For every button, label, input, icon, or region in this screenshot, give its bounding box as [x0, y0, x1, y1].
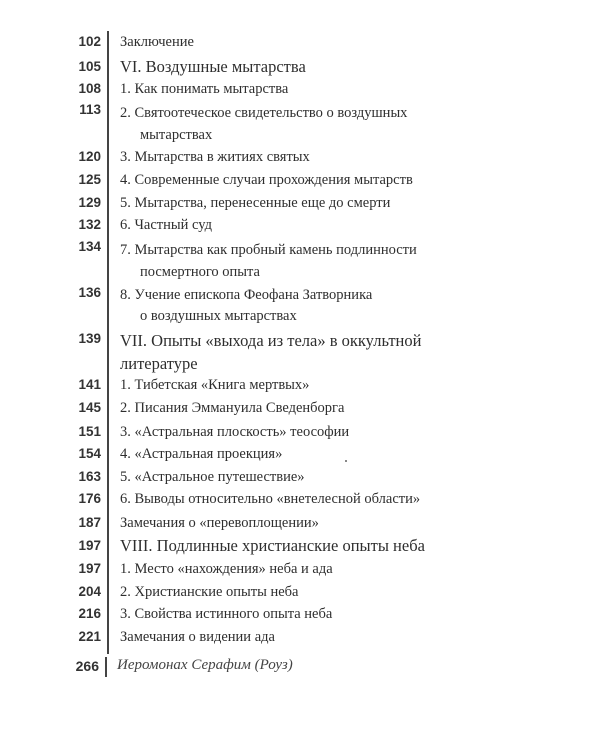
toc-title: 1. Как понимать мытарства	[120, 81, 289, 97]
toc-title: Заключение	[120, 34, 194, 50]
toc-title: 1. Место «нахождения» неба и ада	[120, 561, 333, 577]
toc-page-number: 145	[78, 400, 101, 415]
toc-title: VII. Опыты «выхода из тела» в оккультной литературе	[120, 331, 422, 373]
toc-title: 4. Современные случаи прохождения мытарств	[120, 172, 413, 188]
toc-title: 6. Частный суд	[120, 217, 212, 233]
toc-page-number: 151	[78, 424, 101, 439]
toc-page-number: 154	[78, 446, 101, 461]
toc-page-number: 187	[78, 515, 101, 530]
toc-page-number: 197	[78, 561, 101, 576]
footer-author: Иеромонах Серафим (Роуз)	[117, 657, 293, 673]
toc-page-number: 125	[78, 172, 101, 187]
toc-page-number: 216	[78, 606, 101, 621]
toc-page-number: 108	[78, 81, 101, 96]
toc-title: Замечания о видении ада	[120, 629, 275, 645]
footer-divider	[105, 657, 107, 677]
toc-page-number: 102	[78, 34, 101, 49]
toc-title: VIII. Подлинные христианские опыты неба	[120, 536, 425, 555]
toc-title: Замечания о «перевоплощении»	[120, 515, 319, 531]
toc-title: 8. Учение епископа Феофана Затворника о воздушных мытарствах	[120, 287, 373, 324]
toc-page-number: 129	[78, 195, 101, 210]
toc-title: 4. «Астральная проекция»	[120, 446, 283, 462]
toc-page-number: 136	[78, 285, 101, 300]
print-speck	[345, 460, 347, 462]
toc-page-number: 113	[79, 102, 101, 117]
toc-title: 2. Христианские опыты неба	[120, 584, 299, 600]
toc-page-number: 132	[78, 217, 101, 232]
toc-page-number: 197	[78, 538, 101, 553]
toc-page-number: 204	[78, 584, 101, 599]
toc-title: 5. Мытарства, перенесенные еще до смерти	[120, 195, 391, 211]
toc-page-number: 120	[78, 149, 101, 164]
toc-title: 1. Тибетская «Книга мертвых»	[120, 377, 310, 393]
toc-title: 2. Святоотеческое свидетельство о воздушных мытарствах	[120, 105, 408, 143]
vertical-rule	[107, 31, 109, 654]
toc-page-number: 176	[78, 491, 101, 506]
toc-title: 5. «Астральное путешествие»	[120, 469, 305, 485]
toc-title: 6. Выводы относительно «внетелесной области»	[120, 491, 421, 507]
toc-title: 7. Мытарства как пробный камень подлинности посмертного опыта	[120, 242, 417, 280]
toc-page-number: 221	[78, 629, 101, 644]
toc-page-number: 141	[78, 377, 101, 392]
toc-page-number: 105	[78, 59, 101, 74]
toc-title: 3. Мытарства в житиях святых	[120, 149, 310, 165]
page-footer	[0, 655, 600, 679]
toc-title: 3. «Астральная плоскость» теософии	[120, 424, 350, 440]
toc-page-number: 139	[78, 331, 101, 346]
toc-title: VI. Воздушные мытарства	[120, 57, 306, 76]
footer-page-number: 266	[75, 658, 99, 674]
toc-page-number: 163	[78, 469, 101, 484]
toc-page-number: 134	[78, 239, 101, 254]
toc-title: 2. Писания Эммануила Сведенборга	[120, 400, 345, 416]
toc-title: 3. Свойства истинного опыта неба	[120, 606, 333, 622]
